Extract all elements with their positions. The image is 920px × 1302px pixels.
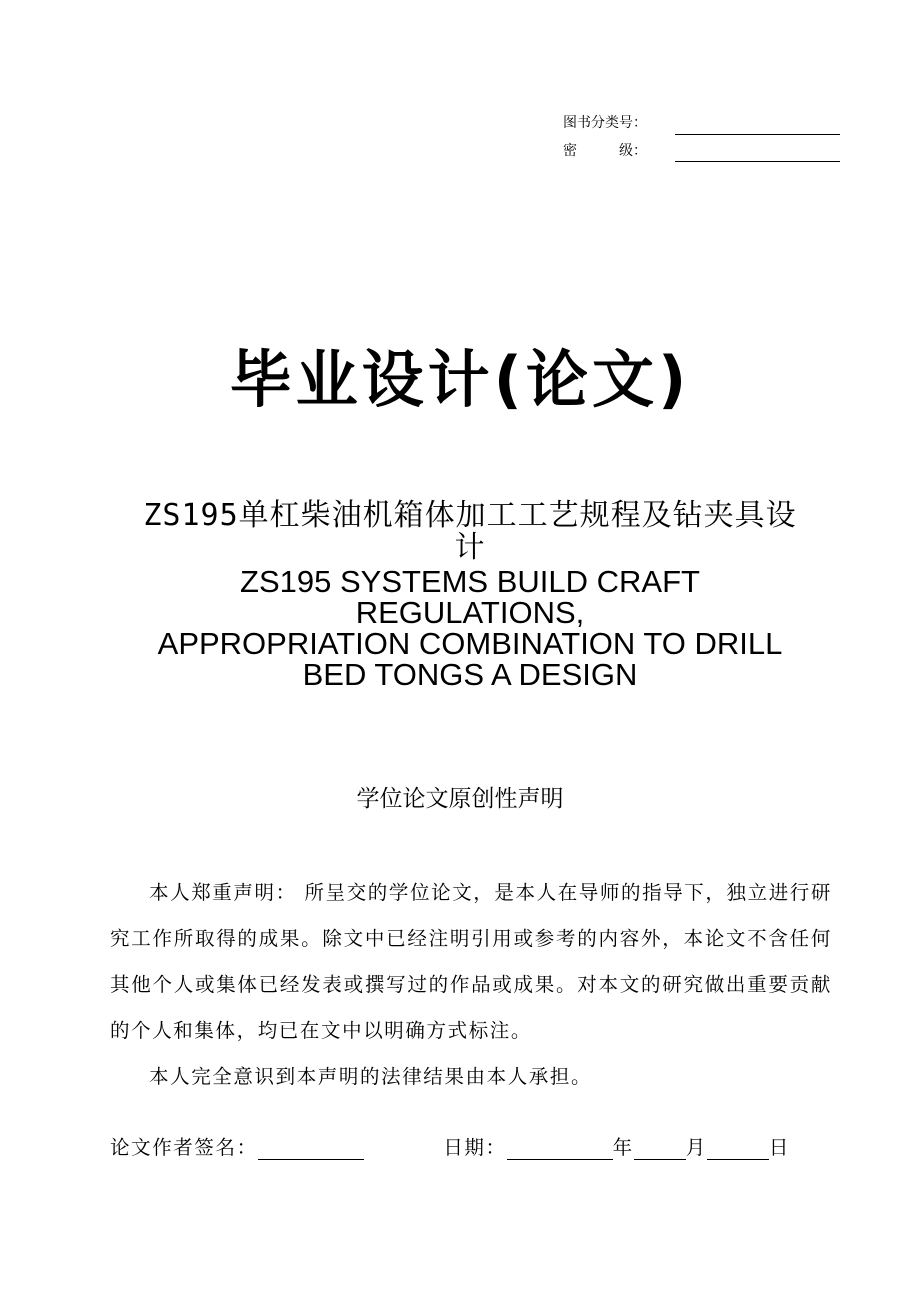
declaration-heading: 学位论文原创性声明 [356,786,564,812]
day-field[interactable] [707,1139,769,1160]
secrecy-label: 密 级： [563,143,647,159]
year-label: 年 [612,1136,634,1159]
year-field[interactable] [507,1139,613,1160]
english-title-line-4: BED TONGS A DESIGN [302,657,638,692]
secrecy-field[interactable] [675,161,840,162]
day-label: 日 [768,1136,790,1159]
english-thesis-title [90,566,850,690]
english-title-line-2: REGULATIONS, [355,595,585,630]
author-signature-field[interactable] [258,1139,364,1160]
chinese-title-line-2: 计 [454,530,486,565]
classification-field[interactable] [675,134,840,135]
english-title-line-1: ZS195 SYSTEMS BUILD CRAFT [240,564,700,599]
month-field[interactable] [634,1139,686,1160]
chinese-title-line-1: ZS195单杠柴油机箱体加工工艺规程及钻夹具设 [143,498,797,533]
month-label: 月 [685,1136,707,1159]
document-title: 毕业设计(论文) [229,343,691,416]
classification-label: 图书分类号： [563,115,647,131]
declaration-body [110,870,832,1100]
author-signature-label: 论文作者签名： [110,1136,258,1159]
declaration-paragraph-1: 本人郑重声明： 所呈交的学位论文，是本人在导师的指导下，独立进行研究工作所取得的成果。除文中已经注明引用或参考的内容外，本论文不含任何其他个人或集体已经发表或撰写过的作品或成果。对本文的研究做出重要贡献的个人和集体，均已在文中以明确方式标注。 [110,881,832,1042]
english-title-line-3: APPROPRIATION COMBINATION TO DRILL [157,626,783,661]
declaration-paragraph-2: 本人完全意识到本声明的法律结果由本人承担。 [149,1065,593,1088]
chinese-thesis-title [100,500,840,564]
date-label: 日期： [443,1136,507,1159]
signature-row [110,1132,832,1162]
